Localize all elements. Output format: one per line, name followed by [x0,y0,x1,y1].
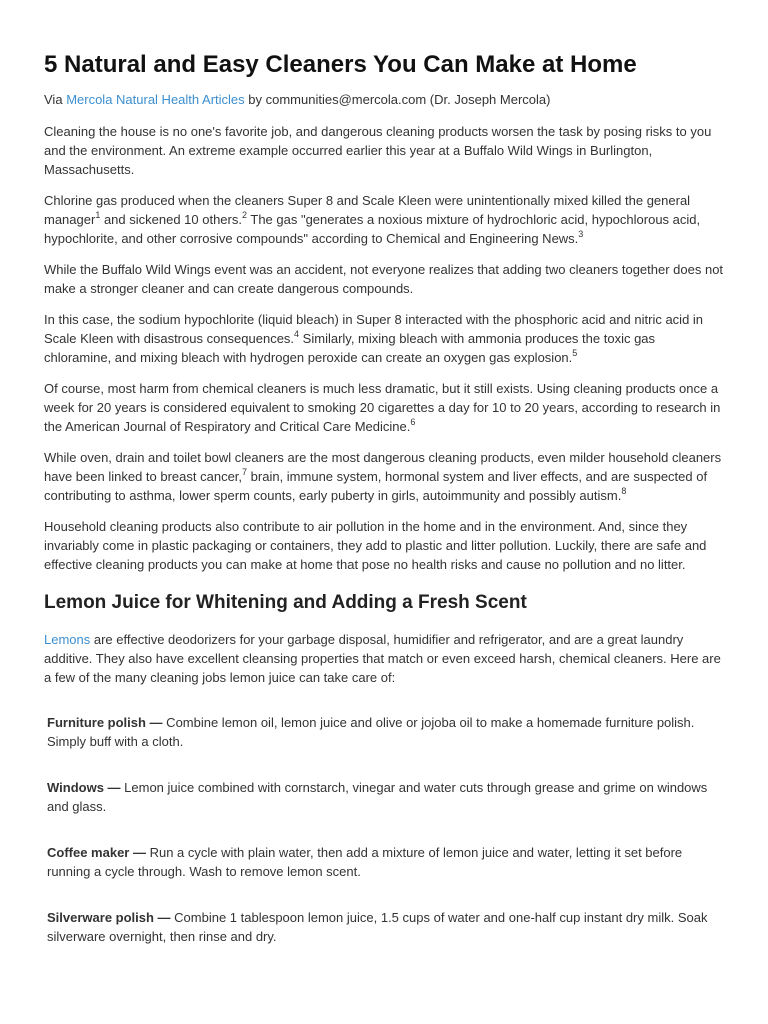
paragraph-7: Household cleaning products also contribute to air pollution in the home and in the environment. And, since they invariably come in plastic packaging or containers, they add to plastic and litter pollution. Luckily, there are safe and effective cleaning products you can make at home that pose no health risks and cause no pollution and no litter. [44,519,707,572]
footnote-ref-3[interactable]: 3 [578,229,584,239]
tip-item [47,778,724,816]
tip-text: Combine lemon oil, lemon juice and olive or jojoba oil to make a homemade furniture polish. Simply buff with a cloth. [47,715,695,749]
tip-text: Combine 1 tablespoon lemon juice, 1.5 cups of water and one-half cup instant dry milk. Soak silverware overnight, then rinse and dry. [47,910,708,944]
footnote-ref-1[interactable]: 1 [95,210,101,220]
paragraph-2-text-c: The gas "generates a noxious mixture of hydrochloric acid, hypochlorous acid, hypochlorite, and other corrosive compounds" according to Chemical and Engineering News. [44,212,701,246]
paragraph-5 [44,379,724,436]
byline [44,92,724,108]
paragraph-5-text: Of course, most harm from chemical cleaners is much less dramatic, but it still exists. Using cleaning products once a week for 20 years is considered equivalent to smoking 20 cigarettes a day for 10 to 20 years, according to research in the American Journal of Respiratory and Critical Care Medicine. [44,381,721,434]
tip-label: Silverware polish — [47,910,171,925]
tip-text: Run a cycle with plain water, then add a mixture of lemon juice and water, letting it set before running a cycle through. Wash to remove lemon scent. [47,845,683,879]
tip-label: Coffee maker — [47,845,146,860]
tip-label: Windows — [47,780,121,795]
paragraph-4-text-b: Similarly, mixing bleach with ammonia produces the toxic gas chloramine, and mixing bleach with hydrogen peroxide can create an oxygen gas explosion. [44,331,656,365]
section-heading: Lemon Juice for Whitening and Adding a Fresh Scent [44,592,527,613]
paragraph-6-text-a: While oven, drain and toilet bowl cleaners are the most dangerous cleaning products, even milder household cleaners have been linked to breast cancer, [44,450,722,484]
tip-text: Lemon juice combined with cornstarch, vinegar and water cuts through grease and grime on windows and glass. [47,780,708,814]
source-link[interactable]: Mercola Natural Health Articles [66,92,245,107]
byline-via: Via [44,92,63,107]
paragraph-6 [44,448,724,505]
paragraph-2-text-b: and sickened 10 others. [100,212,242,227]
section-intro [44,630,724,687]
paragraph-4-text-a: In this case, the sodium hypochlorite (liquid bleach) in Super 8 interacted with the phosphoric acid and nitric acid in Scale Kleen with disastrous consequences. [44,312,704,346]
tip-item [47,908,724,946]
footnote-ref-5[interactable]: 5 [572,348,578,358]
tip-item [47,843,724,881]
paragraph-1: Cleaning the house is no one's favorite job, and dangerous cleaning products worsen the task by posing risks to you and the environment. An extreme example occurred earlier this year at a Buffalo Wild Wings in Burlington, Massachusetts. [44,124,712,177]
section-intro-text: are effective deodorizers for your garbage disposal, humidifier and refrigerator, and are a great laundry additive. They also have excellent cleansing properties that match or even exceed harsh, chemical cleaners. Here are a few of the many cleaning jobs lemon juice can take care of: [44,632,721,685]
paragraph-2-text-a: Chlorine gas produced when the cleaners Super 8 and Scale Kleen were unintentionally mixed killed the general manager [44,193,691,227]
footnote-ref-6[interactable]: 6 [410,417,416,427]
paragraph-6-text-b: brain, immune system, hormonal system and liver effects, and are suspected of contributing to asthma, lower sperm counts, early puberty in girls, autoimmunity and possibly autism. [44,469,708,503]
paragraph-2 [44,191,724,248]
footnote-ref-4[interactable]: 4 [294,329,300,339]
paragraph-4 [44,310,724,367]
article-title: 5 Natural and Easy Cleaners You Can Make at Home [44,51,637,78]
footnote-ref-8[interactable]: 8 [621,486,627,496]
tip-item [47,713,724,751]
tip-label: Furniture polish — [47,715,163,730]
lemons-link[interactable]: Lemons [44,632,91,647]
paragraph-3: While the Buffalo Wild Wings event was an accident, not everyone realizes that adding two cleaners together does not make a stronger cleaner and can create dangerous compounds. [44,262,724,296]
footnote-ref-7[interactable]: 7 [242,467,248,477]
byline-author: by communities@mercola.com (Dr. Joseph Mercola) [248,92,551,107]
footnote-ref-2[interactable]: 2 [241,210,247,220]
